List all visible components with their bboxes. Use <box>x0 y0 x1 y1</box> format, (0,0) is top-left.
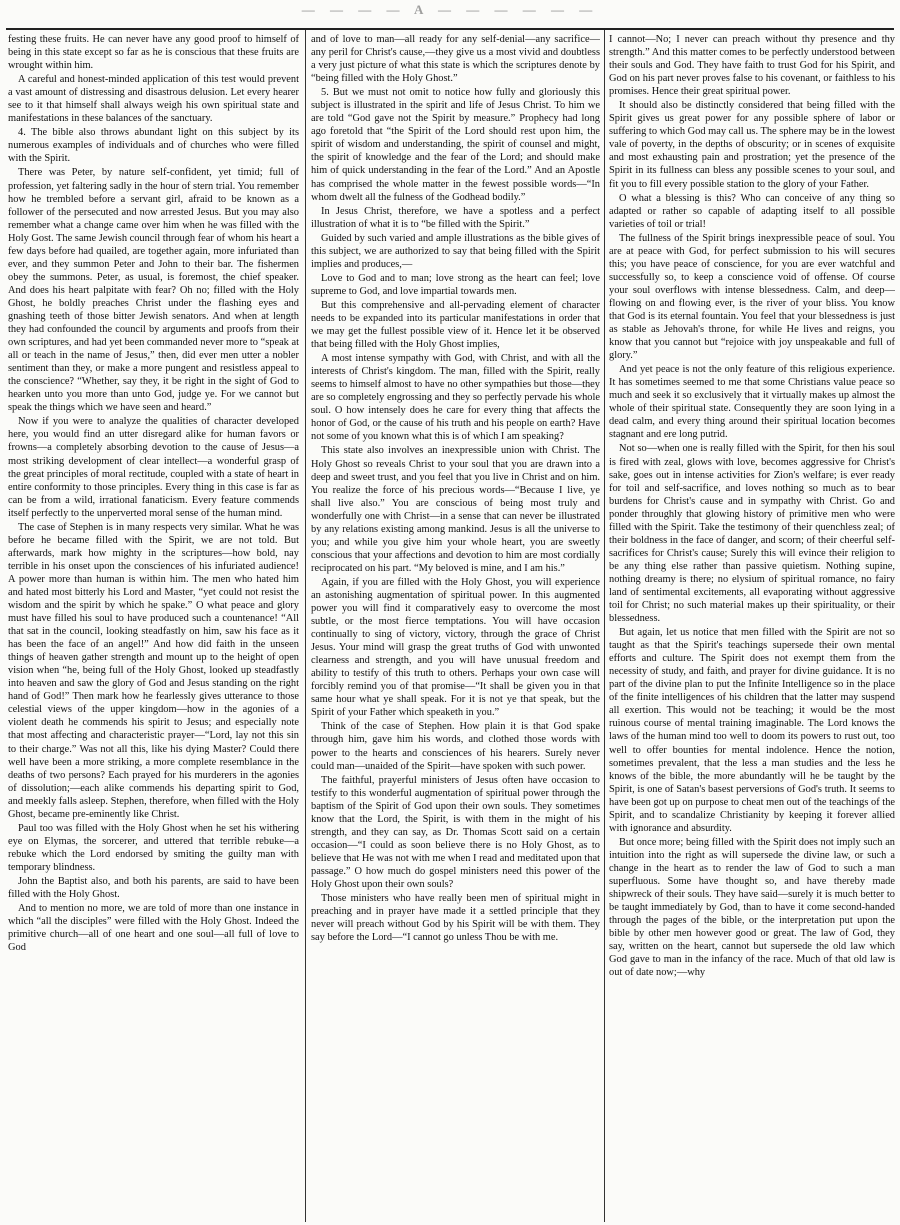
paragraph: This state also involves an inexpressible union with Christ. The Holy Ghost so reveals Christ to your soul that you are drawn into a deep and sweet trust, and you feel that you live in Christ and on him. You realize the force of his precious words—“Because I live, ye shall live also.” You are conscious of being most truly and wonderfully one with Christ—in a sense that can never be illustrated by any relations existing among mankind. Jesus is all the universe to you; and while you give him your whole heart, you are sweetly conscious that your affections and devotion to him are most cordially reciprocated on his part. “My beloved is mine, and I am his.” <box>311 445 600 574</box>
paragraph: Again, if you are filled with the Holy Ghost, you will experience an astonishing augmentation of spiritual power. In this augmented power you will find it comparatively easy to overcome the most subtle, or the most fierce temptations. You will have occasion continually to sing of victory, victory, through the grace of Christ Jesus. Your mind will grasp the great truths of God with unwonted clearness and strength, and you will have unusual freedom and ability to testify of this truth to others. Perhaps your own case will forcibly remind you of that promise—“It shall be given you in that same hour what ye shall speak. For it is not ye that speak, but the Spirit of your Father which speaketh in you.” <box>311 576 600 719</box>
paragraph: A most intense sympathy with God, with Christ, and with all the interests of Christ's kingdom. The man, filled with the Spirit, really seems to himself almost to have no other sympathies but those—they are so completely engrossing and they so perfectly pervade his whole soul. O how intensely does he care for every thing that affects the honor of God, or the cause of his truth and his people on earth? Have not some of you known what this is of which I am speaking? <box>311 353 600 443</box>
paragraph: O what a blessing is this? Who can conceive of any thing so adapted or rather so capable of adapting itself to all possible varieties of toil or trial! <box>609 192 895 230</box>
paragraph: Those ministers who have really been men of spiritual might in preaching and in prayer have made it a settled principle that they never will preach without God by his Spirit will be with them. They say before the Lord—“I cannot go unless Thou be with me. <box>311 893 600 944</box>
text-column-1 <box>8 33 299 1219</box>
paragraph: The fullness of the Spirit brings inexpressible peace of soul. You are at peace with God, for perfect submission to his will secures this; you have peace of conscience, for you are ever watchful and successfully so, to keep a conscience void of offense. Of course your soul overflows with intense blessedness. Calm, and deep—flowing on and flowing ever, is the river of your bliss. You know that God is its eternal fountain. You feel that your blessedness is just as stable as Jehovah's throne, for while He lives and reigns, you know that you cannot but “rejoice with joy unspeakable and full of glory.” <box>609 232 895 362</box>
paragraph: There was Peter, by nature self-confident, yet timid; full of profession, yet faltering sadly in the hour of stern trial. You remember how he trembled before a servant girl, afraid to be known as a follower of the persecuted and now arrested Jesus. But you may also remember what a change came over him when he was filled with the Holy Gost. The same Jewish council through fear of whom his heart a few days before had quailed, are together again, more infuriated than ever, and they summon Peter and John to their bar. The fishermen obey the summons. Peter, as usual, is foremost, the chief speaker. And does his heart palpitate with fear? Oh no; filled with the Holy Ghost, he boldly preaches Christ under the flashing eyes and gnashing teeth of those bitter Jewish senators. And when at length they had confounded the council by arguments and proofs from their own scriptures, and had yet been commanded never more to “speak at all or teach in the name of Jesus,” then, did ever men utter a nobler sentiment than they, or make a more pungent and resistless appeal to the conscience? “Whether, say they, it be right in the sight of God to hearken unto you more than unto God, judge ye. For we cannot but speak the things which we have seen and heard.” <box>8 167 299 414</box>
paragraph: I cannot—No; I never can preach without thy presence and thy strength.” And this matter comes to be perfectly understood between their souls and God. They have faith to trust God for his Spirit, and God on his part never proves false to his covenant, or faithless to his promises. Hence their great spiritual power. <box>609 34 895 98</box>
column-divider <box>305 30 306 1222</box>
paragraph: John the Baptist also, and both his parents, are said to have been filled with the Holy Ghost. <box>8 876 299 901</box>
paragraph: But this comprehensive and all-pervading element of character needs to be expanded into its particular manifestations in order that we may get the fullest possible view of it. Hence let it be observed that being filled with the Holy Ghost implies, <box>311 299 600 351</box>
paragraph: 5. But we must not omit to notice how fully and gloriously this subject is illustrated in the spirit and life of Jesus Christ. To him we are told “God gave not the Spirit by measure.” Prophecy had long ago foretold that “the Spirit of the Lord should rest upon him, the spirit of wisdom and understanding, the spirit of counsel and might, the spirit of knowledge and the fear of the Lord; and should make him of quick understanding in the fear of the Lord.” And an Apostle has comprised the whole matter in the fewest possible words—“In whom dwelt all the fulness of the Godhead bodily.” <box>311 87 600 203</box>
text-column-2 <box>311 33 600 1219</box>
column-divider <box>604 30 605 1222</box>
paragraph: And yet peace is not the only feature of this religious experience. It has sometimes seemed to me that some Christians value peace so much and seek it so exclusively that it virtually makes up almost the whole of their spiritual state. Consequently they are soon lying in a dead calm, and every thing around their spiritual location becomes stagnant and ere long putrid. <box>609 364 895 441</box>
text-column-3 <box>609 33 895 1219</box>
paragraph: The faithful, prayerful ministers of Jesus often have occasion to testify to this wonderful augmentation of spiritual power through the baptism of the Spirit of God upon their own souls. They sometimes know that the Lord, the Spirit, is with them in the might of his strength, and they can say, as Dr. Thomas Scott said on a certain occasion—“I could as soon believe there is no Holy Ghost, as to believe that He was not with me when I read and meditated upon that passage.” O how much do gospel ministers need this power of the Holy Ghost upon their own souls? <box>311 774 600 890</box>
paragraph: But once more; being filled with the Spirit does not imply such an intuition into the right as will supersede the divine law, or such a change in the heart as to render the law of God to such a man superfluous. Some have thought so, and have thereby made shipwreck of their souls. They have said—surely it is much better to be taught immediately by God, than to have it come second-handed through the pages of the bible, or the interpretation put upon the bible by other men however good or great. The law of God, they say, written on the heart, cannot but supersede the old law which God gave to man in the infancy of the race. Much of that old law is out of date now;—why <box>609 836 895 979</box>
paragraph: Guided by such varied and ample illustrations as the bible gives of this subject, we are authorized to say that being filled with the Spirit implies and produces,— <box>311 232 600 270</box>
paragraph: Love to God and to man; love strong as the heart can feel; love supreme to God, and love impartial towards men. <box>311 272 600 297</box>
paragraph: Now if you were to analyze the qualities of character developed here, you would find an utter disregard alike for human favors or frowns—a completely absorbing devotion to the cause of Jesus—a most striking development of clear intellect—a wonderful grasp of the great principles of moral rectitude, coupled with a state of heart in entire conformity to those principles. Every thing in this case is far as can be from a wild, irrational fanaticism. Every feature commends itself perfectly to the unperverted moral sense of the human mind. <box>8 416 299 519</box>
paragraph: Paul too was filled with the Holy Ghost when he set his withering eye on Elymas, the sorcerer, and uttered that terrible rebuke—a rebuke which the Lord endorsed by smiting the guilty man with temporary blindness. <box>8 822 299 873</box>
paragraph: And to mention no more, we are told of more than one instance in which “all the disciples” were filled with the Holy Ghost. Indeed the primitive church—all of one heart and one soul—all full of love to God <box>8 903 299 954</box>
paragraph: festing these fruits. He can never have any good proof to himself of being in this state except so far as he is conscious that these fruits are wrought within him. <box>8 34 299 72</box>
paragraph: 4. The bible also throws abundant light on this subject by its numerous examples of individuals and of churches who were filled with the Spirit. <box>8 127 299 165</box>
paragraph: In Jesus Christ, therefore, we have a spotless and a perfect illustration of what it is to “be filled with the Spirit.” <box>311 205 600 230</box>
paragraph: Think of the case of Stephen. How plain it is that God spake through him, gave him his words, and clothed those words with power to the hearts and consciences of his hearers. Surely never could man—unaided of the Spirit—have spoken with such power. <box>311 721 600 772</box>
paragraph: But again, let us notice that men filled with the Spirit are not so taught as that the Spirit's teachings supersede their own mental efforts and culture. The Spirit does not exempt them from the necessity of study, and faith, and prayer for divine guidance. It is no part of the divine plan to put the Infinite Intelligence so in the place of the finite intelligences of his children that the latter may suspend all exertion. This would not be teaching; it would be the most ruinous course of mental training imaginable. The Lord knows the laws of the human mind too well to doom its powers to rust out, too well to offer bounties for mental indolence. Hence the notion, sometimes prevalent, that the less a man studies and the less he knows of the bible, the more abundantly will he be taught by the Spirit, is one of Satan's basest perversions of God's truth. It seems to have been got up on purpose to cheat men out of the teachings of the Spirit, and to scandalize Christianity by keeping it forever allied with ignorance and absurdity. <box>609 627 895 834</box>
page-header-title: — — — — A — — — — — — <box>301 2 599 17</box>
paragraph: A careful and honest-minded application of this test would prevent a vast amount of distressing and disastrous delusion. Let every hearer see to it that himself shall always weigh his own spiritual state and manifestations in these balances of the sanctuary. <box>8 74 299 125</box>
paragraph: and of love to man—all ready for any self-denial—any sacrifice—any peril for Christ's cause,—they give us a most vivid and doubtless a very just picture of what this state is which the scriptures denote by “being filled with the Holy Ghost.” <box>311 34 600 85</box>
paragraph: It should also be distinctly considered that being filled with the Spirit gives us great power for any possible sphere of labor or suffering to which God may call us. The sphere may be in the lowest vale of poverty, in the depths of obscurity; or in scenes of exquisite and most exhausting pain and prostration; yet the presence of the Spirit in its fullness can bless any possible scenes to your soul, and fit you to fill every possible station to the glory of your Father. <box>609 100 895 190</box>
header-rule <box>6 28 894 30</box>
paragraph: The case of Stephen is in many respects very similar. What he was before he became filled with the Spirit, we are not told. But afterwards, mark how mighty in the scriptures—how bold, nay terrible in his onset upon the consciences of his infuriated audience! A power more than human is within him. The men who hated him and hated most bitterly his Lord and Master, “yet could not resist the wisdom and the spirit by which he spake.” O what peace and glory must have filled his soul to have produced such a countenance! “All that sat in the council, looking steadfastly on him, saw his face as it has been the face of an angel!” And how did faith in the unseen things of heaven gather strength and mount up to the height of open vision when “he, being full of the Holy Ghost, looked up steadfastly into heaven and saw the glory of God and Jesus standing on the right hand of God!” Then mark how he fearlessly gives utterance to those celestial views of the upper kingdom—how in the agonies of a violent death he commends his spirit to Jesus; and especially note that most affecting and characteristic prayer—“Lord, lay not this sin to their charge.” Was not all this, like his dying Master? Could there well have been a more striking, a more complete resemblance in the deaths of two persons? Each prayed for his murderers in the agonies of dissolution;—each alike commends his departing spirit to God, and meekly falls asleep. Stephen, therefore, when filled with the Holy Ghost, became pre-eminently like Christ. <box>8 521 299 820</box>
paragraph: Not so—when one is really filled with the Spirit, for then his soul is fired with zeal, glows with love, becomes aggressive for Christ's sake, goes out in intense activities for Zion's welfare; is ever ready for toil and self-sacrifice, and loves nothing so much as to bear burdens for Christ's cause and in sympathy with Christ. Go and ponder throughly that glowing history of primitive men who were filled with the Spirit. Take the testimony of their quenchless zeal; of their boldness in the face of danger, and scorn; of their cheerful self-sacrifices for Christ's cause; Surely this will evince their religion to be any thing else rather than passive quietism. Nothing supine, nothing dreamy is there; no elysium of spiritual romance, no fairy land of sentimental excitements, all evaporating without aggressive toil for Christ; no such material makes up their spirituality, or their blessedness. <box>609 443 895 625</box>
